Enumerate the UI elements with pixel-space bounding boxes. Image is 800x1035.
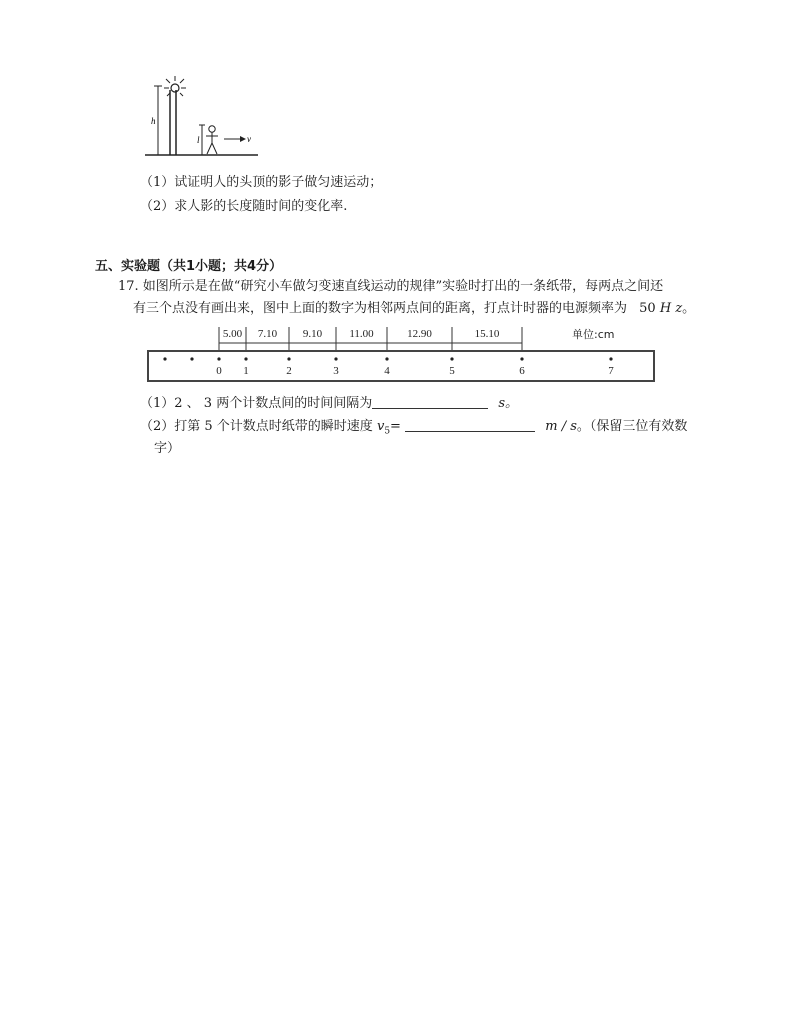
tape-dimensions — [147, 323, 655, 351]
q17-text: 有三个点没有画出来，图中上面的数字为相邻两点间的距离，打点计时器的电源频率为 — [133, 301, 628, 316]
sub-question-2 — [140, 418, 687, 441]
sub2-sub: 5 — [384, 426, 391, 437]
tape-extra-dot — [190, 357, 193, 360]
tape-point-2 — [287, 357, 290, 360]
dimension-label: 12.90 — [407, 328, 432, 340]
tape-point-1 — [244, 357, 247, 360]
sub2-tail: 。（保留三位有效数 — [576, 419, 688, 434]
tape-point-5 — [450, 357, 453, 360]
answer-blank-1[interactable] — [372, 396, 488, 409]
tape-point-label: 0 — [216, 365, 222, 377]
paper-tape — [147, 350, 655, 382]
tape-point-0 — [217, 357, 220, 360]
sub1-prefix: （1）2 、 3 两个计数点间的时间间隔为 — [140, 396, 373, 411]
tape-point-3 — [334, 357, 337, 360]
tape-point-label: 2 — [286, 365, 292, 377]
dimension-label: 5.00 — [222, 328, 243, 340]
tape-point-label: 7 — [608, 365, 614, 377]
label-l: l — [197, 135, 200, 145]
label-v: v — [247, 134, 251, 144]
question-part1: （1）试证明人的头顶的影子做匀速运动； — [140, 175, 383, 190]
sub2-var: v — [376, 419, 385, 434]
tape-point-6 — [520, 357, 523, 360]
tape-point-7 — [609, 357, 612, 360]
dimension-label: 7.10 — [257, 328, 278, 340]
tape-point-label: 1 — [243, 365, 249, 377]
sub-question-1 — [140, 395, 518, 413]
answer-blank-2[interactable] — [405, 419, 535, 432]
sub-question-2-line2: 字） — [154, 441, 181, 456]
tape-point-label: 6 — [519, 365, 525, 377]
sub1-unit: s。 — [498, 396, 519, 411]
dimension-label: 11.00 — [349, 328, 374, 340]
question-part2: （2）求人影的长度随时间的变化率. — [140, 199, 348, 214]
dimension-label: 9.10 — [302, 328, 323, 340]
tape-point-label: 5 — [449, 365, 455, 377]
tape-points — [149, 352, 653, 380]
freq-value: 50 — [639, 301, 656, 316]
sub2-unit: m / s — [545, 419, 577, 434]
tape-point-4 — [385, 357, 388, 360]
sub2-prefix: （2）打第 5 个计数点时纸带的瞬时速度 — [140, 419, 373, 434]
section-heading: 五、实验题（共1小题；共4分） — [95, 259, 283, 274]
question-17-line1: 17. 如图所示是在做“研究小车做匀变速直线运动的规律”实验时打出的一条纸带，每两点之间还 — [118, 279, 664, 294]
period: 。 — [682, 301, 696, 316]
freq-unit: H z — [659, 301, 683, 316]
tape-point-label: 3 — [333, 365, 339, 377]
question-17-line2 — [133, 300, 695, 318]
tape-extra-dot — [163, 357, 166, 360]
label-h: h — [151, 116, 156, 126]
tape-point-label: 4 — [384, 365, 390, 377]
sub2-eq: = — [390, 419, 401, 434]
unit-label: 单位:cm — [572, 328, 615, 341]
dimension-label: 15.10 — [474, 328, 500, 340]
lamp-person-figure — [140, 76, 265, 162]
